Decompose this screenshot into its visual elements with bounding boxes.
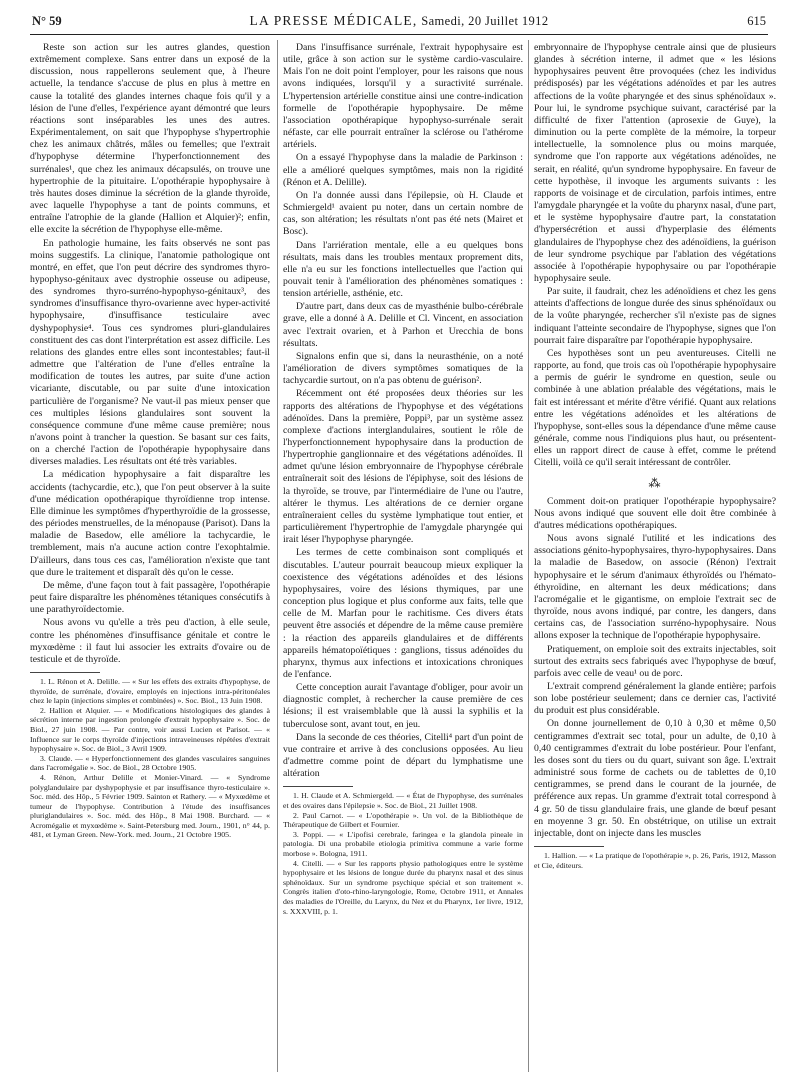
masthead bbox=[32, 13, 766, 29]
paragraph: Dans la seconde de ces théories, Citelli⁴ part d'un point de vue contraire et arrive à des conclusions opposées. Au lieu d'admettre comme point de départ du lymphatisme une altération bbox=[283, 731, 523, 780]
paragraph: Pratiquement, on emploie soit des extraits injectables, soit surtout des extraits secs fabriqués avec l'hypophyse de bœuf, parfois avec celle de veau¹ ou de porc. bbox=[534, 643, 776, 679]
footnote: 3. Claude. — « Hyperfonctionnement des glandes vasculaires sanguines dans l'acromégalie ». Soc. de Biol., 28 Octobre 1905. bbox=[30, 753, 270, 773]
paragraph: L'extrait comprend généralement la glande entière; parfois son lobe postérieur seulement; dans ce dernier cas, l'activité du produit est plus considérable. bbox=[534, 680, 776, 717]
column-divider bbox=[277, 40, 278, 1072]
footnote-rule bbox=[534, 846, 604, 847]
paragraph: Ces hypothèses sont un peu aventureuses. Citelli ne rapporte, au fond, que trois cas où l'opothérapie hypophysaire a permis de guérir le syndrome en question, seule ou combinée à une ablation préalable des végétations, mais le fait est intéressant et mérite d'être vérifié. Quant aux relations entre les végétations adénoïdes et les altérations de l'hypophyse, sont-elles sous la dépendance d'une même cause générale, comme nous l'indiquions plus haut, ou présentent-elles un rapport direct de cause à effet, comme le prétend Citelli, voilà ce qu'il serait intéressant de contrôler. bbox=[534, 347, 776, 469]
paragraph: Récemment ont été proposées deux théories sur les rapports des altérations de l'hypophyse et des végétations adénoïdes. Dans la première, Poppi³, par un système assez complexe d'actions interglandulaires, soutient le rôle de l'hyperfonctionnement hypophysaire dans la production de l'hypertrophie ganglionnaire et des végétations adénoïdes. Il admet qu'une lésion embryonnaire de l'hypophyse cérébrale entraînerait soit des lésions de l'épiphyse, soit des lésions de la thyroïde, se trouve, par l'intermédiaire de l'une ou l'autre, altérer le thymus. Les altérations de ce dernier organe entraîneraient celles du système lymphatique tout entier, et particulièrement l'hypertrophie de l'amygdale pharyngée qui irait léser l'hypophyse pharyngée. bbox=[283, 388, 523, 546]
issue-number: N° 59 bbox=[32, 14, 62, 28]
footnote-rule bbox=[30, 672, 100, 673]
footnote: 1. Hallion. — « La pratique de l'opothérapie », p. 26, Paris, 1912, Masson et Cie, éditeurs. bbox=[534, 851, 776, 870]
paragraph: Dans l'insuffisance surrénale, l'extrait hypophysaire est utile, grâce à son action sur le système cardio-vasculaire. Mais l'on ne doit point l'employer, pour les raisons que nous avons indiquées, lorsqu'il y a suractivité surrénale. L'hypertension artérielle constitue ainsi une contre-indication formelle de l'opothérapie hypophysaire. De même l'association opothérapique hypophyso-surrénale serait néfaste, car elle pourrait entraîner la sclérose ou l'athérome artériels. bbox=[283, 42, 523, 151]
footnote: 4. Rénon, Arthur Delille et Monier-Vinard. — « Syndrome polyglandulaire par dyshypophysie et par insuffisance thyro-testiculaire ». Soc. méd. des Hôp., 5 Février 1909. Sainton et Rathery. — « Myxœdème et tumeur de l'hypophyse. Contribution à l'étude des insuffisances pluriglandulaires ». Soc. méd. des Hôp., 8 Mai 1908. Burchard. — « Acromégalie et myxœdème ». Saint-Petersburg med. Journ., 1901, n° 44, p. 481, et Lyman Green. New-York. med. Journ., 21 Octobre 1905. bbox=[30, 772, 270, 840]
column-2 bbox=[283, 42, 523, 916]
header-rule bbox=[30, 34, 768, 35]
paragraph: D'autre part, dans deux cas de myasthénie bulbo-cérébrale grave, elle a donné à A. Delille et Cl. Vincent, en association avec l'extrait ovarien, et à Parhon et Urecchia de bons résultats. bbox=[283, 301, 523, 349]
paragraph: embryonnaire de l'hypophyse centrale ainsi que de plusieurs glandes à sécrétion interne, il admet que « les lésions hypophysaires peuvent être provoquées (chez les individus prédisposés) par les végétations adénoïdes et par les autres affections de la voûte pharyngée et des sinus sphénoïdaux ». Pour lui, le syndrome psychique suivant, caractérisé par la difficulté de fixer l'attention (aprosexie de Guye), la diminution ou la perte complète de la mémoire, la torpeur intellectuelle, la somnolence plus ou moins marquée, syndrome que l'on rapporte aux végétations adénoïdes, ne serait, en réalité, qu'un syndrome hypophysaire. En faveur de cette hypothèse, il invoque les arguments suivants : les rapports de voisinage et de circulation, parfois intimes, entre l'amygdale pharyngée et la voûte du pharynx nasal, d'une part, et le système hypophysaire d'autre part, la constatation d'hypersécrétion et aussi d'hyperplasie des éléments glandulaires de l'hypophyse chez des adénoïdiens, la guérison de leur syndrome psychique par l'ablation des végétations associée à l'opothérapie hypophysaire ou par l'opothérapie hypophysaire seule. bbox=[534, 42, 776, 284]
paragraph: Reste son action sur les autres glandes, question extrêmement complexe. Sans entrer dans un exposé de la discussion, nous rappellerons seulement que, à l'heure actuelle, la tendance s'accuse de plus en plus à mettre en cause la totalité des glandes internes chaque fois qu'il y a lésion de l'une d'elles, l'expérience ayant démontré que leurs réactions sont inséparables les unes des autres. Expérimentalement, on sait que l'hypophyse s'hypertrophie chez les animaux châtrés, mâles ou femelles; que l'extrait d'hypophyse détermine l'hyperfonctionnement des surrénales¹, que chez les animaux décapsulés, on trouve une hypertrophie de la pituitaire. L'opothérapie hypophysaire à très hautes doses diminue la sécrétion de la glande thyroïde, avec laquelle l'hypophyse a tant de points communs, et entraîne l'atrophie de la glande (Hallion et Alquier)²; enfin, elle excite la sécrétion de l'hypophyse elle-même. bbox=[30, 42, 270, 236]
paragraph: On donne journellement de 0,10 à 0,30 et même 0,50 centigrammes d'extrait sec total, pour un adulte, de 0,10 à 0,40 centigrammes d'extrait du lobe postérieur. Pour l'enfant, les doses sont du tiers ou du quart, suivant son âge. L'extrait administré sous forme de cachets ou de tablettes de 0,10 centigrammes, se prend dans le courant de la journée, de préférence aux repas. Un gramme d'extrait total correspond à 4 gr. 50 de tissu glandulaire frais, une glande de bœuf pesant en moyenne 3 gr. 50. En obstétrique, on utilise un extrait injectable, dont on injecte dans les muscles bbox=[534, 718, 776, 839]
paragraph: En pathologie humaine, les faits observés ne sont pas moins suggestifs. La clinique, l'anatomie pathologique ont montré, en effet, que l'on peut décrire des syndromes thyro-hypophyso-génitaux avec dystrophie osseuse ou adipeuse, des syndromes thyro-surréno-hypophyso-génitaux³, des syndromes d'insuffisance thyro-ovarienne avec hyper-activité hypophysaire, d'insuffisance testiculaire avec dyshypophysie⁴. Tous ces syndromes pluri-glandulaires constituent des cas dont l'interprétation est assez difficile. Les relations des glandes entre elles sont incontestables; faut-il admettre que l'altération de l'une d'elles entraîne la modification de toutes les autres, par suite d'une action vicariante, discutable, ou par suite d'une intoxication particulière de l'organisme? Ne vaut-il pas mieux penser que ces multiples lésions glandulaires sont souvent la conséquence commune d'une même cause première; nous n'avons point à trancher la question. Se basant sur ces faits, on a cherché l'action de l'opothérapie hypophysaire dans diverses maladies. Les résultats ont été très variables. bbox=[30, 237, 270, 468]
column-1 bbox=[30, 42, 270, 840]
issue-date: Samedi, 20 Juillet 1912 bbox=[421, 14, 549, 28]
footnote-rule bbox=[283, 786, 353, 787]
footnote: 1. L. Rénon et A. Delille. — « Sur les effets des extraits d'hypophyse, de thyroïde, de surrénale, d'ovaire, employés en injections intra-péritonéales chez le lapin (injections simples et combinées) ». Soc. Biol., 13 Juin 1908. bbox=[30, 676, 270, 706]
footnote: 2. Hallion et Alquier. — « Modifications histologiques des glandes à sécrétion interne par ingestion prolongée d'extrait hypophysaire ». Soc. de Biol., 27 juin 1908. — Par contre, voir aussi Lucien et Parisot. — « Influence sur le corps thyroïde d'injections intraveineuses répétées d'extrait hypophysaire ». Soc. de Biol., 3 Avril 1909. bbox=[30, 705, 270, 754]
paragraph: On l'a donnée aussi dans l'épilepsie, où H. Claude et Schmiergeld¹ avaient pu noter, dans un certain nombre de cas, son altération; les résultats n'ont pas été nets (Mairet et Bosc). bbox=[283, 189, 523, 238]
paragraph: Signalons enfin que si, dans la neurasthénie, on a noté l'amélioration de divers symptômes somatiques de la tachycardie surtout, on n'a pas obtenu de guérison². bbox=[283, 350, 523, 387]
footnote: 2. Paul Carnot. — « L'opothérapie ». Un vol. de la Bibliothèque de Thérapeutique de Gilbert et Fournier. bbox=[283, 810, 523, 830]
page-number: 615 bbox=[747, 14, 766, 28]
footnote: 4. Citelli. — « Sur les rapports physio pathologiques entre le système hypophysaire et les lésions de longue durée du pharynx nasal et des sinus sphénoïdaux. Sur un syndrome psychique spécial et son traitement ». Congrès italien d'oto-rhino-laryngologie, Rome, Octobre 1911, et Annales des maladies de l'Oreille, du Larynx, du Nez et du Pharynx, 1er livre, 1912, s. XXXVIII, p. 1. bbox=[283, 858, 523, 916]
column-divider bbox=[528, 40, 529, 1072]
paragraph: Dans l'arriération mentale, elle a eu quelques bons résultats, mais dans les troubles mentaux proprement dits, elle n'a eu sur les fonctions intellectuelles que l'action qui pouvait tenir à l'amélioration des phénomènes somatiques : tension artérielle, asthénie, etc. bbox=[283, 239, 523, 300]
section-asterism: ⁂ bbox=[648, 476, 662, 491]
paragraph: Les termes de cette combinaison sont compliqués et discutables. L'auteur pourrait beaucoup mieux expliquer la coexistence des végétations adénoïdes et des lésions hypophysaires, voire des lésions thymiques, par une conception plus logique et plus conforme aux faits, telle que celle de M. Marfan pour le rachitisme. Ces divers états peuvent être associés et dépendre de la même cause première : la réaction des appareils glandulaires et de différents appareils hématopoïétiques : ganglions, tissus adénoïdes du pharynx, thymus aux infections et intoxications chroniques de l'enfance. bbox=[283, 547, 523, 680]
paragraph: Comment doit-on pratiquer l'opothérapie hypophysaire? Nous avons indiqué que souvent elle doit être combinée à d'autres médications opothérapiques. bbox=[534, 495, 776, 531]
paragraph: Cette conception aurait l'avantage d'obliger, pour avoir un diagnostic complet, à rechercher la cause première de ces lésions; il est vraisemblable que là aussi la syphilis et la tuberculose sont, avant tout, en jeu. bbox=[283, 682, 523, 730]
paragraph: La médication hypophysaire a fait disparaître les accidents (tachycardie, etc.), que l'on peut observer à la suite d'une médication opothérapique thyroïdienne trop intense. Elle diminue les symptômes d'hyperthyroïdie de la grossesse, des périodes menstruelles, de la ménopause (Parisot). Dans la maladie de Basedow, elle améliore la tachycardie, le tremblement, mais n'a aucune action contre l'exophtalmie. D'ailleurs, dans tous ces cas, l'amélioration n'existe que tant que dure le traitement et disparaît dès qu'on le cesse. bbox=[30, 469, 270, 578]
column-3 bbox=[534, 42, 776, 870]
page-header bbox=[32, 12, 766, 32]
publication-name: LA PRESSE MÉDICALE, bbox=[249, 13, 418, 28]
paragraph: Nous avons signalé l'utilité et les indications des associations génito-hypophysaires, thyro-hypophysaires. Dans la maladie de Basedow, on associe (Rénon) l'extrait hypophysaire et le sérum d'animaux éthyroïdés ou l'hémato-éthyroïdine, en alternant les deux médications; dans l'acromégalie et le gigantisme, on emploie l'extrait sec de thyroïde, nous avons indiqué, par contre, les dangers, dans certains cas, de l'association surréno-hypophysaire. Nous allons exposer la technique de l'opothérapie hypophysaire. bbox=[534, 533, 776, 642]
paragraph: Nous avons vu qu'elle a très peu d'action, à elle seule, contre les phénomènes d'insuffisance génitale et contre le myxœdème : il faut lui associer les extraits d'ovaire ou de testicule et de thyroïde. bbox=[30, 617, 270, 665]
footnote: 1. H. Claude et A. Schmiergeld. — « État de l'hypophyse, des surrénales et des ovaires dans l'épilepsie ». Soc. de Biol., 21 Juillet 1908. bbox=[283, 791, 523, 810]
paragraph: De même, d'une façon tout à fait passagère, l'opothérapie peut faire disparaître les phénomènes tétaniques consécutifs à une parathyroïdectomie. bbox=[30, 579, 270, 616]
paragraph: Par suite, il faudrait, chez les adénoïdiens et chez les gens atteints d'affections de longue durée des sinus sphénoïdaux ou de la voûte pharyngée, rechercher s'il n'existe pas de signes indiquant l'atteinte secondaire de l'hypophyse, signes que l'on pourrait faire disparaître par l'opothérapie hypophysaire. bbox=[534, 286, 776, 346]
footnote: 3. Poppi. — « L'ipofisi cerebrale, faringea e la glandola pineale in patologia. Di una probabile etiologia primitiva commune a varie forme morbose ». Bologna, 1911. bbox=[283, 829, 523, 858]
paragraph: On a essayé l'hypophyse dans la maladie de Parkinson : elle a amélioré quelques symptômes, mais non la rigidité (Rénon et A. Delille). bbox=[283, 152, 523, 188]
